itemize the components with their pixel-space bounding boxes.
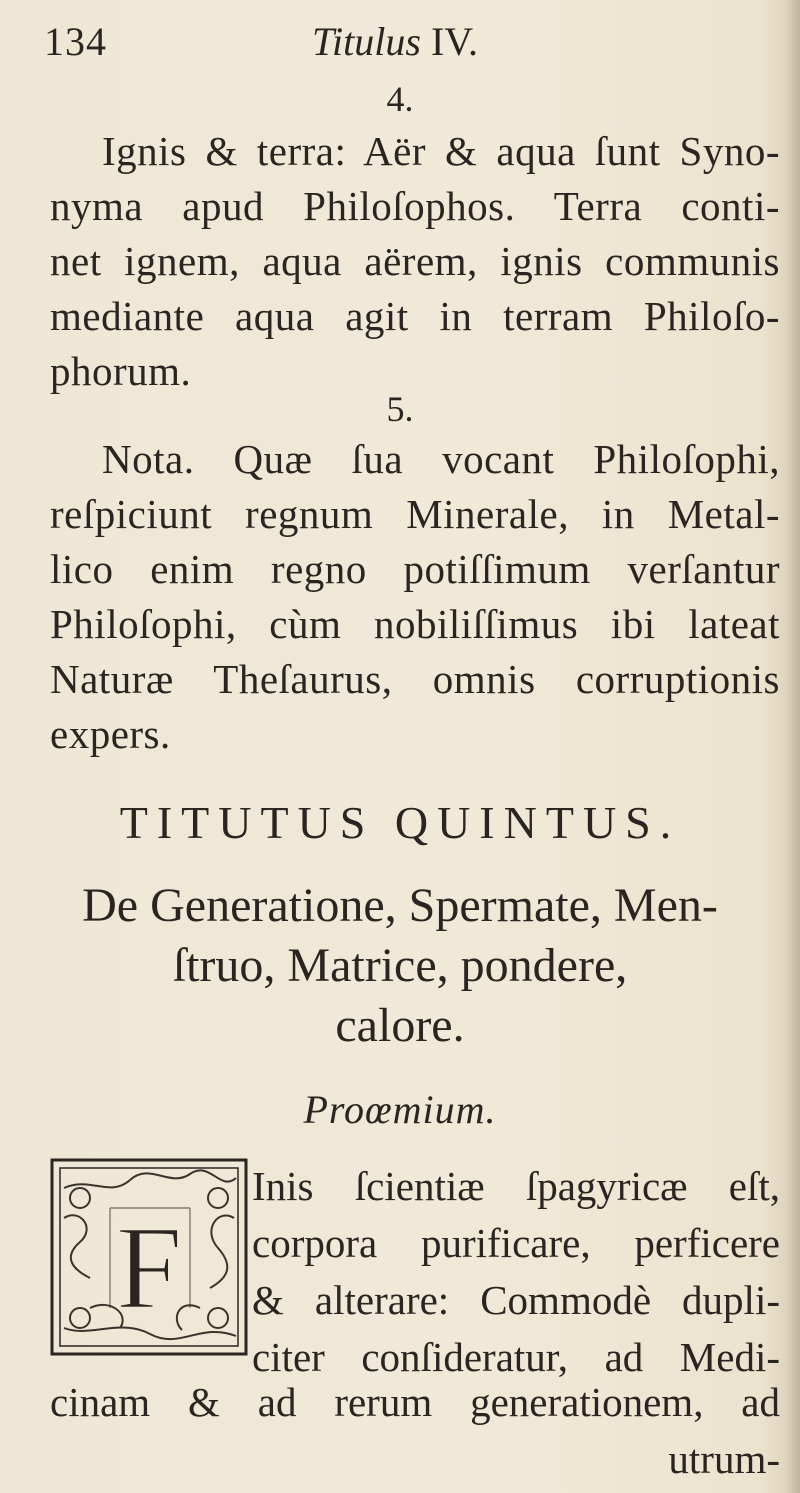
text-line: expers. — [50, 711, 171, 757]
text-line: phorum. — [50, 348, 192, 394]
page-edge-shadow — [786, 0, 800, 1493]
proemium-heading: Proœmium. — [303, 1087, 497, 1132]
text-line: nyma apud Philoſophos. Terra conti- — [50, 183, 780, 229]
catchword: utrum- — [668, 1436, 780, 1482]
ornament-icon — [50, 1158, 248, 1356]
proemium-paragraph — [252, 1158, 780, 1386]
text-line: citer conſideratur, ad Medi- — [252, 1334, 780, 1380]
paragraph-section-4 — [50, 124, 780, 399]
proemium-paragraph-continued — [50, 1374, 780, 1488]
subtitle-line: De Generatione, Spermate, Men- — [82, 879, 718, 932]
text-line: lico enim regno potiſſimum verſantur — [50, 546, 780, 592]
text-line: Inis ſcientiæ ſpagyricæ eſt, — [252, 1163, 780, 1209]
chapter-subtitle — [0, 876, 800, 1056]
drop-cap-letter: F — [115, 1201, 183, 1334]
running-header — [44, 18, 764, 68]
running-title — [312, 18, 478, 65]
text-line: & alterare: Commodè dupli- — [252, 1277, 780, 1323]
text-line: reſpiciunt regnum Minerale, in Metal- — [50, 491, 780, 537]
text-line: corpora purificare, perficere — [252, 1220, 780, 1266]
text-line: Ignis & terra: Aër & aqua ſunt Syno- — [102, 128, 780, 174]
section-number-5: 5. — [386, 389, 414, 429]
decorated-initial — [50, 1158, 248, 1356]
text-line: Nota. Quæ ſua vocant Philoſophi, — [102, 436, 780, 482]
chapter-heading: TITUTUS QUINTUS. — [119, 797, 681, 848]
subtitle-line: ſtruo, Matrice, pondere, — [172, 939, 628, 992]
text-line: Philoſophi, cùm nobiliſſimus ibi lateat — [50, 601, 780, 647]
text-line: net ignem, aqua aërem, ignis communis — [50, 238, 780, 284]
text-line: cinam & ad rerum generationem, ad — [50, 1379, 780, 1425]
running-title-numeral: IV. — [430, 19, 479, 64]
subtitle-line: calore. — [335, 999, 465, 1052]
section-number-4: 4. — [386, 79, 414, 119]
text-line: mediante aqua agit in terram Philoſo- — [50, 293, 780, 339]
page-number: 134 — [44, 19, 107, 64]
text-line: Naturæ Theſaurus, omnis corruptionis — [50, 656, 780, 702]
paragraph-section-5 — [50, 432, 780, 762]
running-title-word: Titulus — [312, 19, 421, 64]
